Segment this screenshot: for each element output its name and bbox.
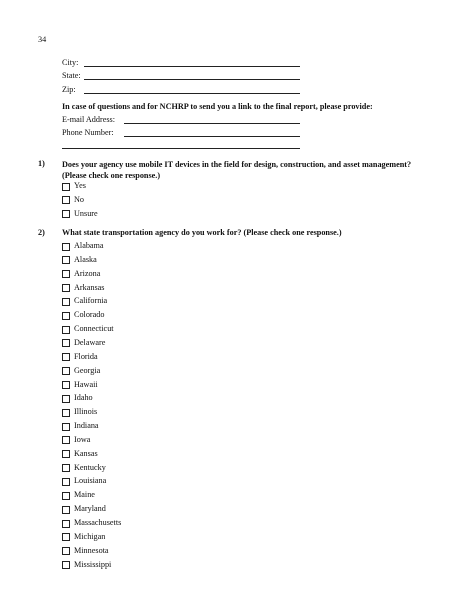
- checkbox[interactable]: [62, 367, 70, 375]
- option-label: Maryland: [74, 504, 106, 514]
- option-label: Alabama: [74, 241, 104, 250]
- option-label: Florida: [74, 351, 98, 361]
- zip-field[interactable]: [84, 93, 300, 94]
- email-label: E-mail Address:: [62, 115, 115, 124]
- option-label: Connecticut: [74, 324, 114, 334]
- q1-number: 1): [38, 159, 45, 168]
- checkbox[interactable]: [62, 436, 70, 444]
- option-label: Yes: [74, 181, 86, 190]
- option-label: Kansas: [74, 448, 98, 458]
- checkbox[interactable]: [62, 210, 70, 218]
- option-label: Kentucky: [74, 462, 106, 472]
- option-label: California: [74, 296, 108, 306]
- checkbox[interactable]: [62, 478, 70, 486]
- option-label: Hawaii: [74, 379, 98, 389]
- page-number: 34: [38, 35, 47, 44]
- checkbox[interactable]: [62, 450, 70, 458]
- state-field[interactable]: [84, 79, 300, 80]
- checkbox[interactable]: [62, 520, 70, 528]
- checkbox[interactable]: [62, 196, 70, 204]
- checkbox[interactable]: [62, 298, 70, 306]
- checkbox[interactable]: [62, 183, 70, 191]
- checkbox[interactable]: [62, 243, 70, 251]
- option-label: Arkansas: [74, 282, 105, 292]
- checkbox[interactable]: [62, 326, 70, 334]
- separator-line: [62, 148, 300, 149]
- checkbox[interactable]: [62, 270, 70, 278]
- phone-field[interactable]: [124, 136, 300, 137]
- zip-label: Zip:: [62, 85, 76, 94]
- checkbox[interactable]: [62, 561, 70, 569]
- checkbox[interactable]: [62, 312, 70, 320]
- option-label: Iowa: [74, 434, 91, 444]
- city-label: City:: [62, 58, 79, 67]
- option-label: Michigan: [74, 531, 106, 541]
- state-label: State:: [62, 71, 81, 80]
- email-field[interactable]: [124, 123, 300, 124]
- checkbox[interactable]: [62, 395, 70, 403]
- option-label: Alaska: [74, 254, 97, 264]
- option-label: Idaho: [74, 393, 93, 403]
- checkbox[interactable]: [62, 381, 70, 389]
- checkbox[interactable]: [62, 339, 70, 347]
- contact-note: In case of questions and for NCHRP to send you a link to the final report, please provide:: [62, 102, 373, 111]
- checkbox[interactable]: [62, 533, 70, 541]
- checkbox[interactable]: [62, 256, 70, 264]
- city-field[interactable]: [84, 66, 300, 67]
- option-label: Delaware: [74, 337, 106, 347]
- q2-text: What state transportation agency do you work for? (Please check one response.): [62, 228, 342, 237]
- checkbox[interactable]: [62, 506, 70, 514]
- option-label: Massachusetts: [74, 518, 122, 527]
- phone-label: Phone Number:: [62, 128, 114, 137]
- option-label: Illinois: [74, 407, 98, 417]
- option-label: Arizona: [74, 268, 101, 278]
- option-label: Maine: [74, 490, 95, 500]
- checkbox[interactable]: [62, 464, 70, 472]
- option-label: Georgia: [74, 365, 101, 375]
- q1-text: Does your agency use mobile IT devices in the field for design, construction, and asset management? (Please check one response.): [62, 160, 412, 180]
- option-label: No: [74, 194, 85, 204]
- checkbox[interactable]: [62, 547, 70, 555]
- option-label: Indiana: [74, 421, 99, 431]
- option-label: Louisiana: [74, 476, 107, 486]
- option-label: Colorado: [74, 310, 105, 320]
- option-label: Unsure: [74, 208, 98, 218]
- option-label: Minnesota: [74, 545, 109, 555]
- checkbox[interactable]: [62, 353, 70, 361]
- checkbox[interactable]: [62, 284, 70, 292]
- q2-number: 2): [38, 228, 45, 237]
- option-label: Mississippi: [74, 559, 112, 569]
- checkbox[interactable]: [62, 492, 70, 500]
- checkbox[interactable]: [62, 409, 70, 417]
- checkbox[interactable]: [62, 423, 70, 431]
